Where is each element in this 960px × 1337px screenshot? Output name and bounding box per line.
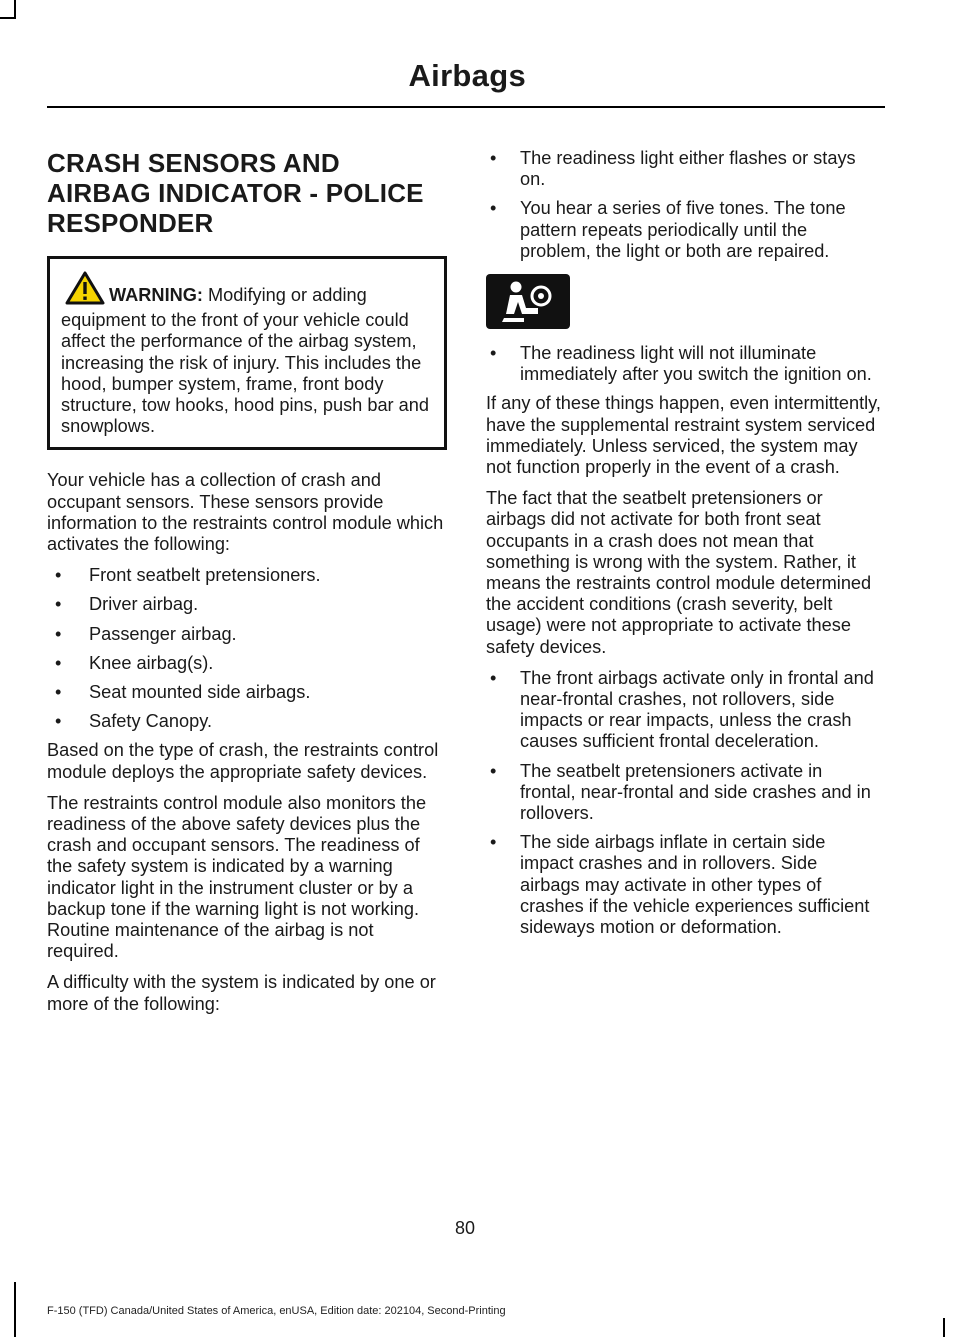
crop-mark: [14, 1282, 16, 1337]
activates-list: [47, 565, 447, 732]
difficulty-list-2: [486, 343, 881, 385]
intro-paragraph: Your vehicle has a collection of crash and occupant sensors. These sensors provide information to the restraints control module which activates the following:: [47, 470, 444, 555]
warning-label: WARNING:: [109, 285, 203, 305]
list-item: • The readiness light either flashes or stays on.: [490, 148, 856, 190]
left-column: [47, 148, 447, 1025]
footer-edition-text: F-150 (TFD) Canada/United States of America, enUSA, Edition date: 202104, Second-Printing: [47, 1305, 506, 1317]
service-paragraph: If any of these things happen, even intermittently, have the supplemental restraint system serviced immediately. Unless serviced, the system may not function properly in the event of a crash.: [486, 393, 881, 478]
list-item: • The readiness light will not illuminate immediately after you switch the ignition on.: [490, 343, 872, 385]
monitor-paragraph: The restraints control module also monitors the readiness of the above safety devices plus the crash and occupant sensors. The readiness of the safety system is indicated by a warning indicator light in the instrument cluster or by a backup tone if the warning light is not working. Routine maintenance of the airbag is not required.: [47, 792, 427, 962]
activation-list: [486, 668, 881, 938]
fact-paragraph: The fact that the seatbelt pretensioners or airbags did not activate for both front seat occupants in a crash does not mean that something is wrong with the system. Rather, it means the restraints control module determined the accident conditions (crash severity, belt usage) were not appropriate to activate these safety devices.: [486, 488, 872, 657]
crop-mark: [943, 1318, 945, 1337]
list-item: • You hear a series of five tones. The tone pattern repeats periodically until the problem, the light or both are repaired.: [490, 198, 846, 261]
airbag-indicator-icon: [486, 274, 570, 329]
warning-triangle-icon: [65, 271, 105, 310]
header-rule: [47, 106, 885, 108]
list-item: • The side airbags inflate in certain side impact crashes and in rollovers. Side airbags may activate in other types of crashes if the vehicle experiences sufficient sideways motion or deformation.: [490, 832, 870, 938]
difficulty-paragraph: A difficulty with the system is indicated by one or more of the following:: [47, 972, 436, 1014]
crop-mark: [0, 17, 16, 19]
list-item: • Safety Canopy.: [55, 711, 213, 732]
right-column: [486, 148, 881, 946]
warning-box: [47, 256, 447, 450]
list-item: • Front seatbelt pretensioners.: [55, 565, 321, 586]
list-item: • The seatbelt pretensioners activate in frontal, near-frontal and side crashes and in rollovers.: [490, 760, 871, 824]
list-item: • Seat mounted side airbags.: [55, 682, 311, 703]
deploy-paragraph: Based on the type of crash, the restraints control module deploys the appropriate safety devices.: [47, 740, 439, 782]
list-item: • Knee airbag(s).: [55, 652, 214, 673]
list-item: • Passenger airbag.: [55, 623, 237, 644]
section-heading: CRASH SENSORS AND AIRBAG INDICATOR - POLICE RESPONDER: [47, 148, 424, 238]
crop-mark: [14, 0, 16, 18]
list-item: • The front airbags activate only in frontal and near-frontal crashes, not rollovers, side impacts or rear impacts, unless the crash causes sufficient frontal deceleration.: [490, 667, 874, 752]
difficulty-list: [486, 148, 881, 262]
page-number: 80: [454, 1218, 476, 1238]
list-item: • Driver airbag.: [55, 594, 199, 615]
section-title: Airbags: [408, 58, 526, 93]
warning-text: Modifying or adding equipment to the front of your vehicle could affect the performance of the airbag system, increasing the risk of injury. This includes the hood, bumper system, frame, front body structure, tow hooks, hood pins, push bar and snowplows.: [61, 285, 430, 437]
